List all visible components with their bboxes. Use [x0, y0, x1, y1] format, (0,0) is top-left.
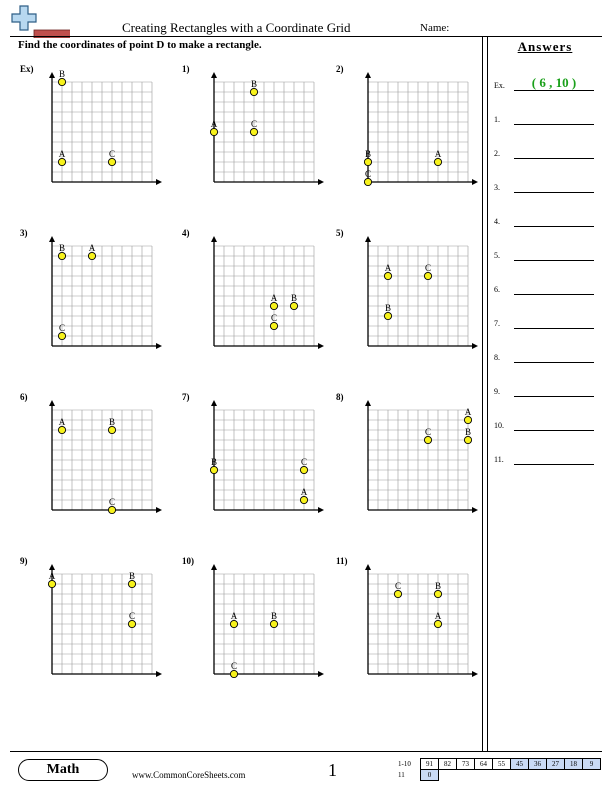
coordinate-grid	[44, 234, 174, 364]
x-axis-arrow-icon	[318, 343, 324, 349]
coordinate-grid	[206, 398, 336, 528]
coordinate-grid	[44, 398, 174, 528]
problem-label: 7)	[182, 392, 190, 402]
score-row-label: 1-10	[398, 760, 411, 768]
point-c	[128, 620, 135, 627]
point-label: B	[250, 79, 258, 89]
point-a	[300, 496, 307, 503]
y-axis-arrow-icon	[211, 72, 217, 78]
point-b	[364, 158, 371, 165]
x-axis-arrow-icon	[472, 507, 478, 513]
problem-label: Ex)	[20, 64, 34, 74]
name-label: Name:	[420, 22, 450, 34]
answers-title: Answers	[517, 39, 573, 54]
answer-column-divider	[482, 37, 483, 751]
point-a	[434, 620, 441, 627]
score-grid	[398, 758, 601, 781]
x-axis-arrow-icon	[318, 179, 324, 185]
point-label: A	[58, 417, 66, 427]
point-c	[250, 128, 257, 135]
coordinate-grid	[44, 70, 174, 200]
answer-label: 1.	[494, 115, 500, 124]
score-cell: 91	[421, 759, 439, 770]
problem-label: 2)	[336, 64, 344, 74]
point-label: A	[434, 611, 442, 621]
point-label: B	[270, 611, 278, 621]
score-row-label: 11	[398, 771, 405, 779]
x-axis-arrow-icon	[472, 179, 478, 185]
point-label: C	[230, 661, 238, 671]
score-cell: 73	[457, 759, 475, 770]
point-label: A	[464, 407, 472, 417]
answer-blank[interactable]	[514, 226, 594, 227]
page-number: 1	[328, 760, 337, 780]
answer-label: 11.	[494, 455, 504, 464]
coordinate-grid	[44, 562, 174, 692]
y-axis-arrow-icon	[211, 564, 217, 570]
point-a	[434, 158, 441, 165]
point-a	[48, 580, 55, 587]
coordinate-grid	[206, 562, 336, 692]
coordinate-grid	[206, 234, 336, 364]
y-axis-arrow-icon	[49, 400, 55, 406]
y-axis-arrow-icon	[365, 72, 371, 78]
point-label: C	[108, 149, 116, 159]
point-c	[230, 670, 237, 677]
point-label: A	[230, 611, 238, 621]
coordinate-grid	[360, 70, 490, 200]
answer-label: Ex.	[494, 81, 505, 90]
answer-value: ( 6 , 10 )	[531, 75, 577, 90]
point-label: A	[384, 263, 392, 273]
point-c	[108, 506, 115, 513]
problem-label: 8)	[336, 392, 344, 402]
point-label: B	[210, 457, 218, 467]
point-label: A	[300, 487, 308, 497]
point-c	[394, 590, 401, 597]
answer-label: 4.	[494, 217, 500, 226]
x-axis-arrow-icon	[318, 671, 324, 677]
point-label: B	[384, 303, 392, 313]
x-axis-arrow-icon	[156, 671, 162, 677]
x-axis-arrow-icon	[472, 671, 478, 677]
coordinate-grid	[360, 234, 490, 364]
point-label: C	[58, 323, 66, 333]
answer-column-divider	[487, 37, 488, 751]
problem-label: 3)	[20, 228, 28, 238]
y-axis-arrow-icon	[365, 400, 371, 406]
site-url: www.CommonCoreSheets.com	[132, 770, 246, 780]
point-label: C	[394, 581, 402, 591]
y-axis-arrow-icon	[211, 236, 217, 242]
answer-blank[interactable]	[514, 396, 594, 397]
answer-blank[interactable]	[514, 362, 594, 363]
answer-blank[interactable]	[514, 294, 594, 295]
point-b	[290, 302, 297, 309]
score-cell: 64	[475, 759, 493, 770]
coordinate-grid	[360, 398, 490, 528]
point-label: A	[270, 293, 278, 303]
plus-logo-icon	[10, 4, 70, 38]
x-axis-arrow-icon	[156, 507, 162, 513]
answer-blank[interactable]	[514, 464, 594, 465]
answer-label: 10.	[494, 421, 504, 430]
point-b	[384, 312, 391, 319]
point-c	[300, 466, 307, 473]
answer-label: 8.	[494, 353, 500, 362]
score-cell: 55	[493, 759, 511, 770]
footer-divider	[10, 751, 602, 752]
y-axis-arrow-icon	[211, 400, 217, 406]
point-label: B	[128, 571, 136, 581]
point-label: C	[424, 263, 432, 273]
problem-label: 4)	[182, 228, 190, 238]
point-c	[364, 178, 371, 185]
point-b	[270, 620, 277, 627]
point-label: B	[364, 149, 372, 159]
point-label: B	[464, 427, 472, 437]
answer-label: 5.	[494, 251, 500, 260]
point-label: C	[300, 457, 308, 467]
answer-blank[interactable]	[514, 260, 594, 261]
score-cell: 82	[439, 759, 457, 770]
answer-label: 7.	[494, 319, 500, 328]
point-label: C	[108, 497, 116, 507]
coordinate-grid	[206, 70, 336, 200]
point-label: A	[58, 149, 66, 159]
point-a	[88, 252, 95, 259]
point-b	[434, 590, 441, 597]
answer-blank[interactable]	[514, 124, 594, 125]
point-b	[58, 252, 65, 259]
point-label: A	[210, 119, 218, 129]
problem-label: 5)	[336, 228, 344, 238]
problem-label: 9)	[20, 556, 28, 566]
point-label: A	[434, 149, 442, 159]
problem-label: 6)	[20, 392, 28, 402]
coordinate-grid	[360, 562, 490, 692]
point-c	[58, 332, 65, 339]
point-label: A	[88, 243, 96, 253]
point-a	[230, 620, 237, 627]
point-a	[384, 272, 391, 279]
point-label: B	[108, 417, 116, 427]
answer-blank[interactable]	[514, 328, 594, 329]
problem-label: 11)	[336, 556, 348, 566]
y-axis-arrow-icon	[49, 72, 55, 78]
point-c	[424, 436, 431, 443]
y-axis-arrow-icon	[365, 564, 371, 570]
answer-label: 6.	[494, 285, 500, 294]
x-axis-arrow-icon	[156, 179, 162, 185]
point-b	[58, 78, 65, 85]
point-label: B	[58, 69, 66, 79]
problem-label: 1)	[182, 64, 190, 74]
score-cell: 0	[421, 770, 439, 781]
x-axis-arrow-icon	[318, 507, 324, 513]
y-axis-arrow-icon	[365, 236, 371, 242]
page-title: Creating Rectangles with a Coordinate Grid	[122, 20, 351, 35]
point-label: C	[364, 169, 372, 179]
answer-blank[interactable]	[514, 158, 594, 159]
answer-label: 9.	[494, 387, 500, 396]
score-cell: 45	[511, 759, 529, 770]
point-a	[58, 158, 65, 165]
point-b	[464, 436, 471, 443]
point-label: B	[58, 243, 66, 253]
point-label: B	[290, 293, 298, 303]
point-b	[128, 580, 135, 587]
x-axis-arrow-icon	[156, 343, 162, 349]
point-label: C	[270, 313, 278, 323]
point-c	[270, 322, 277, 329]
point-b	[210, 466, 217, 473]
score-cell: 9	[583, 759, 601, 770]
point-b	[250, 88, 257, 95]
score-cell: 18	[565, 759, 583, 770]
point-a	[270, 302, 277, 309]
answer-blank[interactable]	[514, 430, 594, 431]
point-b	[108, 426, 115, 433]
point-label: B	[434, 581, 442, 591]
point-label: C	[424, 427, 432, 437]
problem-label: 10)	[182, 556, 194, 566]
answer-label: 2.	[494, 149, 500, 158]
subject-badge: Math	[18, 759, 108, 781]
score-cell: 36	[529, 759, 547, 770]
y-axis-arrow-icon	[49, 564, 55, 570]
score-cell: 27	[547, 759, 565, 770]
y-axis-arrow-icon	[49, 236, 55, 242]
point-label: A	[48, 571, 56, 581]
point-c	[424, 272, 431, 279]
point-a	[464, 416, 471, 423]
answer-blank[interactable]	[514, 192, 594, 193]
point-a	[210, 128, 217, 135]
point-label: C	[128, 611, 136, 621]
point-a	[58, 426, 65, 433]
instructions: Find the coordinates of point D to make a rectangle.	[18, 39, 262, 51]
header-divider	[10, 36, 602, 37]
answer-label: 3.	[494, 183, 500, 192]
point-c	[108, 158, 115, 165]
point-label: C	[250, 119, 258, 129]
x-axis-arrow-icon	[472, 343, 478, 349]
